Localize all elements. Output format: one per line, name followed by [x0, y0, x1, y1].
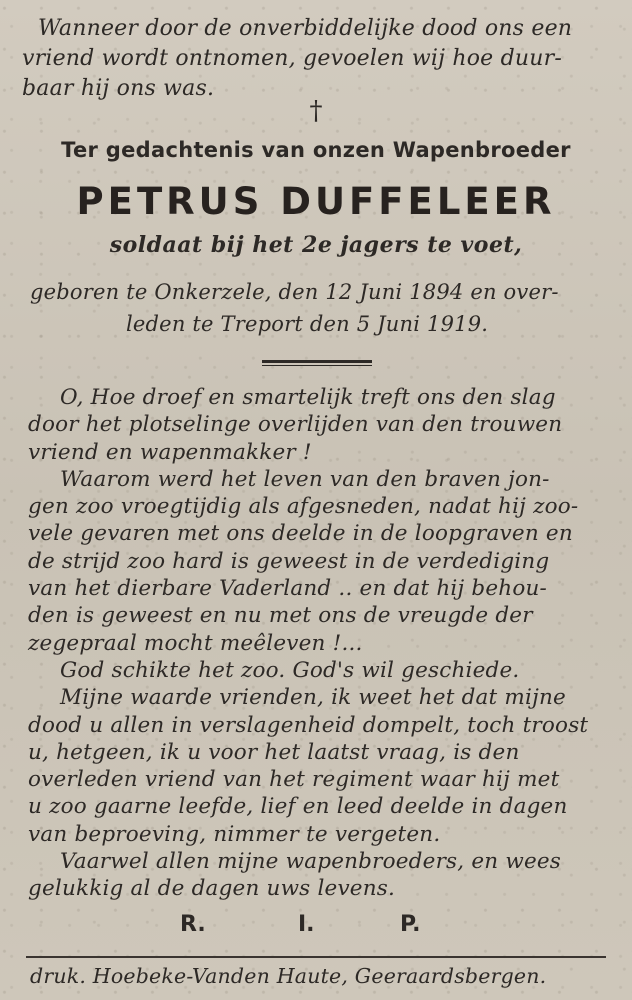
body-line: dood u allen in verslagenheid dompelt, toch troost — [28, 712, 589, 738]
dedication-heading: Ter gedachtenis van onzen Wapenbroeder — [61, 138, 571, 162]
body-line: O, Hoe droef en smartelijk treft ons den slag — [60, 385, 556, 410]
body-line: vriend en wapenmakker ! — [28, 439, 312, 465]
rip-letter: R. — [180, 912, 206, 937]
printer-credit: druk. Hoebeke-Vanden Haute, Geeraardsbergen. — [30, 964, 547, 988]
body-line: God schikte het zoo. God's wil geschiede. — [60, 657, 520, 683]
farewell-text — [28, 384, 608, 903]
divider-rule — [262, 360, 372, 366]
dates-line: leden te Treport den 5 Juni 1919. — [126, 312, 489, 336]
body-line: u, hetgeen, ik u voor het laatst vraag, is den — [28, 739, 520, 765]
printer-divider — [26, 956, 606, 958]
body-line: den is geweest en nu met ons de vreugde der — [28, 603, 533, 629]
body-line: Mijne waarde vrienden, ik weet het dat mijne — [60, 685, 566, 711]
rip-letter: P. — [400, 912, 421, 937]
intro-verse — [22, 14, 604, 104]
birth-death-dates — [30, 276, 610, 340]
dates-line: geboren te Onkerzele, den 12 Juni 1894 en over- — [30, 280, 559, 304]
body-line: zegepraal mocht meêleven !... — [28, 630, 363, 656]
intro-line: vriend wordt ontnomen, gevoelen wij hoe duur- — [22, 46, 562, 71]
body-line: gelukkig al de dagen uws levens. — [28, 876, 396, 902]
military-rank: soldaat bij het 2e jagers te voet, — [109, 232, 523, 258]
intro-line: Wanneer door de onverbiddelijke dood ons een — [38, 16, 573, 41]
rip-letter: I. — [298, 912, 315, 937]
body-line: de strijd zoo hard is geweest in de verdediging — [28, 548, 550, 574]
body-line: gen zoo vroegtijdig als afgesneden, nadat hij zoo- — [28, 494, 579, 520]
cross-icon: † — [309, 96, 323, 126]
intro-line: baar hij ons was. — [22, 76, 215, 101]
body-line: van beproeving, nimmer te vergeten. — [28, 821, 441, 847]
body-line: Vaarwel allen mijne wapenbroeders, en wees — [60, 849, 562, 875]
body-line: vele gevaren met ons deelde in de loopgraven en — [28, 521, 573, 547]
deceased-name: PETRUS DUFFELEER — [76, 180, 556, 223]
body-line: overleden vriend van het regiment waar hij met — [28, 767, 560, 793]
body-line: van het dierbare Vaderland .. en dat hij behou- — [28, 576, 547, 602]
body-line: u zoo gaarne leefde, lief en leed deelde in dagen — [28, 794, 568, 820]
body-line: door het plotselinge overlijden van den trouwen — [28, 412, 563, 438]
body-line: Waarom werd het leven van den braven jon- — [60, 466, 550, 492]
